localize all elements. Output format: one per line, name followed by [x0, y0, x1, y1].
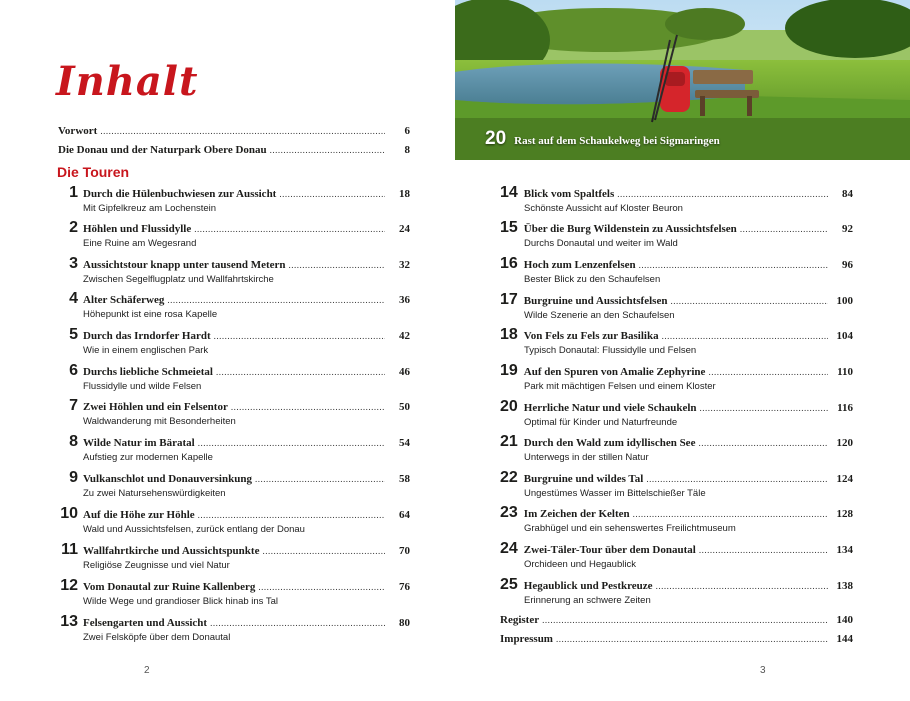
right-page [455, 0, 910, 701]
dot-leader [646, 474, 828, 484]
toc-entry-page: 8 [404, 144, 410, 156]
tour-number: 16 [500, 255, 518, 272]
tour-title: Durch die Hülenbuchwiesen zur Aussicht [83, 188, 277, 200]
tour-number: 3 [69, 255, 78, 272]
dot-leader [231, 402, 385, 412]
tour-subtitle: Optimal für Kinder und Naturfreunde [524, 417, 678, 428]
tour-number: 24 [500, 540, 518, 557]
tour-page: 76 [399, 581, 410, 593]
dot-leader [542, 615, 828, 625]
toc-tour-16[interactable] [500, 255, 853, 285]
tour-subtitle: Erinnerung an schwere Zeiten [524, 595, 651, 606]
dot-leader [670, 296, 828, 306]
dot-leader [100, 126, 385, 136]
toc-entry-title: Die Donau und der Naturpark Obere Donau [58, 144, 267, 156]
tour-page: 96 [842, 259, 853, 271]
toc-tour-9[interactable] [58, 469, 410, 499]
tour-number: 9 [69, 469, 78, 486]
toc-tour-17[interactable] [500, 291, 853, 321]
caption-number: 20 [485, 128, 507, 149]
dot-leader [708, 367, 828, 377]
toc-tour-21[interactable] [500, 433, 853, 463]
tour-number: 11 [61, 541, 78, 558]
tour-title: Vom Donautal zur Ruine Kallenberg [83, 581, 256, 593]
tour-number: 5 [69, 326, 78, 343]
toc-entry-page: 6 [404, 125, 410, 137]
tour-page: 24 [399, 223, 410, 235]
tour-subtitle: Zu zwei Natursehenswürdigkeiten [83, 488, 226, 499]
toc-tour-10[interactable] [58, 505, 410, 535]
tour-number: 21 [500, 433, 518, 450]
dot-leader [740, 224, 828, 234]
tour-page: 110 [837, 366, 853, 378]
tour-title: Über die Burg Wildenstein zu Aussichtsfelsen [523, 223, 737, 235]
tour-title: Höhlen und Flussidylle [83, 223, 192, 235]
tour-number: 20 [500, 398, 518, 415]
toc-tour-23[interactable] [500, 504, 853, 534]
dot-leader [289, 260, 385, 270]
toc-tour-5[interactable] [58, 326, 410, 356]
section-heading: Die Touren [57, 164, 130, 180]
tour-subtitle: Höhepunkt ist eine rosa Kapelle [83, 309, 218, 320]
dot-leader [210, 618, 385, 628]
tour-title: Hegaublick und Pestkreuze [523, 580, 653, 592]
tour-subtitle: Wald und Aussichtsfelsen, zurück entlang der Donau [83, 524, 305, 535]
tour-title: Durchs liebliche Schmeietal [83, 366, 213, 378]
tour-page: 46 [399, 366, 410, 378]
tour-title: Wilde Natur im Bäratal [83, 437, 195, 449]
caption-text: Rast auf dem Schaukelweg bei Sigmaringen [514, 135, 720, 147]
dot-leader [262, 546, 385, 556]
tour-page: 42 [399, 330, 410, 342]
toc-tour-4[interactable] [58, 290, 410, 320]
toc-entry-impressum[interactable] [500, 633, 853, 645]
toc-entry-title: Vorwort [58, 125, 98, 137]
tour-number: 8 [69, 433, 78, 450]
dot-leader [633, 509, 828, 519]
tour-page: 36 [399, 294, 410, 306]
tour-page: 116 [837, 402, 853, 414]
tour-subtitle: Wie in einem englischen Park [83, 345, 209, 356]
tour-subtitle: Zwei Felsköpfe über dem Donautal [83, 632, 231, 643]
dot-leader [700, 403, 828, 413]
toc-tour-1[interactable] [58, 184, 410, 214]
tour-subtitle: Orchideen und Hegaublick [524, 559, 636, 570]
tour-number: 15 [500, 219, 518, 236]
toc-tour-22[interactable] [500, 469, 853, 499]
tour-number: 13 [60, 613, 78, 630]
tour-number: 22 [500, 469, 518, 486]
tour-title: Durch das Irndorfer Hardt [83, 330, 211, 342]
tour-subtitle: Grabhügel und ein sehenswertes Freilichtmuseum [524, 523, 736, 534]
dot-leader [662, 331, 828, 341]
tour-page: 92 [842, 223, 853, 235]
tour-page: 50 [399, 401, 410, 413]
toc-tour-19[interactable] [500, 362, 853, 392]
tour-subtitle: Unterwegs in der stillen Natur [524, 452, 649, 463]
tour-title: Hoch zum Lenzenfelsen [523, 259, 636, 271]
toc-tour-18[interactable] [500, 326, 853, 356]
tour-number: 23 [500, 504, 518, 521]
dot-leader [198, 510, 385, 520]
tour-title: Auf den Spuren von Amalie Zephyrine [523, 366, 706, 378]
toc-tour-25[interactable] [500, 576, 853, 606]
tour-subtitle: Mit Gipfelkreuz am Lochenstein [83, 203, 217, 214]
tour-number: 7 [69, 397, 78, 414]
tour-title: Vulkanschlot und Donauversinkung [83, 473, 252, 485]
dot-leader [167, 295, 385, 305]
landscape-photo [455, 0, 910, 160]
tour-subtitle: Bester Blick zu den Schaufelsen [524, 274, 661, 285]
dot-leader [639, 260, 828, 270]
toc-tour-11[interactable] [58, 541, 410, 571]
dot-leader [699, 545, 828, 555]
page-number: 2 [144, 665, 150, 676]
tour-number: 12 [60, 577, 78, 594]
tour-page: 18 [399, 188, 410, 200]
tour-title: Im Zeichen der Kelten [523, 508, 630, 520]
toc-tour-12[interactable] [58, 577, 410, 607]
tour-title: Aussichtstour knapp unter tausend Metern [83, 259, 286, 271]
tour-subtitle: Park mit mächtigen Felsen und einem Kloster [524, 381, 716, 392]
toc-entry-donau-naturpark[interactable] [58, 144, 410, 156]
tour-page: 64 [399, 509, 410, 521]
toc-tour-2[interactable] [58, 219, 410, 249]
tour-subtitle: Typisch Donautal: Flussidylle und Felsen [524, 345, 697, 356]
tour-number: 18 [500, 326, 518, 343]
dot-leader [214, 331, 385, 341]
tour-subtitle: Wilde Wege und grandioser Blick hinab ins Tal [83, 596, 279, 607]
tour-page: 54 [399, 437, 410, 449]
tour-subtitle: Zwischen Segelflugplatz und Wallfahrtskirche [83, 274, 274, 285]
tour-title: Wallfahrtkirche und Aussichtspunkte [83, 545, 260, 557]
tour-title: Herrliche Natur und viele Schaukeln [523, 402, 697, 414]
tour-number: 2 [69, 219, 78, 236]
dot-leader [698, 438, 828, 448]
toc-tour-15[interactable] [500, 219, 853, 249]
tour-page: 32 [399, 259, 410, 271]
dot-leader [258, 582, 385, 592]
tour-number: 4 [69, 290, 78, 307]
dot-leader [279, 189, 385, 199]
tour-subtitle: Aufstieg zur modernen Kapelle [83, 452, 213, 463]
tour-page: 84 [842, 188, 853, 200]
tour-title: Zwei-Täler-Tour über dem Donautal [523, 544, 696, 556]
toc-entry-register[interactable] [500, 614, 853, 626]
toc-entry-page: 144 [836, 633, 853, 645]
dot-leader [617, 189, 828, 199]
tour-title: Auf die Höhe zur Höhle [83, 509, 195, 521]
dot-leader [194, 224, 385, 234]
dot-leader [270, 145, 385, 155]
photo-caption [485, 128, 720, 150]
page-title: Inhalt [56, 58, 199, 105]
toc-tour-13[interactable] [58, 613, 410, 643]
tour-subtitle: Waldwanderung mit Besonderheiten [83, 416, 236, 427]
tour-title: Zwei Höhlen und ein Felsentor [83, 401, 228, 413]
tour-page: 128 [836, 508, 853, 520]
tour-subtitle: Durchs Donautal und weiter im Wald [524, 238, 678, 249]
toc-tour-14[interactable] [500, 184, 853, 214]
tour-subtitle: Ungestümes Wasser im Bittelschießer Täle [524, 488, 706, 499]
tour-title: Durch den Wald zum idyllischen See [523, 437, 696, 449]
dot-leader [255, 474, 385, 484]
tour-page: 120 [836, 437, 853, 449]
tour-title: Burgruine und Aussichtsfelsen [523, 295, 668, 307]
toc-tour-24[interactable] [500, 540, 853, 570]
toc-tour-3[interactable] [58, 255, 410, 285]
page-number: 3 [760, 665, 766, 676]
tour-subtitle: Wilde Szenerie an den Schaufelsen [524, 310, 675, 321]
tour-page: 70 [399, 545, 410, 557]
tour-number: 25 [500, 576, 518, 593]
tour-number: 10 [60, 505, 78, 522]
tour-page: 80 [399, 617, 410, 629]
tour-number: 19 [500, 362, 518, 379]
tour-title: Burgruine und wildes Tal [523, 473, 644, 485]
tour-title: Alter Schäferweg [83, 294, 165, 306]
tour-page: 100 [836, 295, 853, 307]
tour-page: 58 [399, 473, 410, 485]
tour-number: 1 [69, 184, 78, 201]
tour-number: 17 [500, 291, 518, 308]
tour-title: Blick vom Spaltfels [523, 188, 615, 200]
toc-entry-page: 140 [836, 614, 853, 626]
toc-tour-6[interactable] [58, 362, 410, 392]
tour-page: 138 [836, 580, 853, 592]
toc-tour-7[interactable] [58, 397, 410, 427]
dot-leader [216, 367, 385, 377]
tour-number: 14 [500, 184, 518, 201]
tour-subtitle: Eine Ruine am Wegesrand [83, 238, 197, 249]
tour-number: 6 [69, 362, 78, 379]
toc-entry-title: Impressum [500, 633, 553, 645]
toc-tour-8[interactable] [58, 433, 410, 463]
toc-entry-title: Register [500, 614, 540, 626]
dot-leader [556, 634, 828, 644]
tour-page: 124 [836, 473, 853, 485]
tour-subtitle: Religiöse Zeugnisse und viel Natur [83, 560, 230, 571]
dot-leader [198, 438, 385, 448]
tour-title: Von Fels zu Fels zur Basilika [523, 330, 659, 342]
tour-title: Felsengarten und Aussicht [83, 617, 208, 629]
dot-leader [656, 581, 828, 591]
tour-page: 104 [836, 330, 853, 342]
tour-page: 134 [836, 544, 853, 556]
toc-entry-vorwort[interactable] [58, 125, 410, 137]
tour-subtitle: Flussidylle und wilde Felsen [83, 381, 202, 392]
tour-subtitle: Schönste Aussicht auf Kloster Beuron [524, 203, 683, 214]
toc-tour-20[interactable] [500, 398, 853, 428]
